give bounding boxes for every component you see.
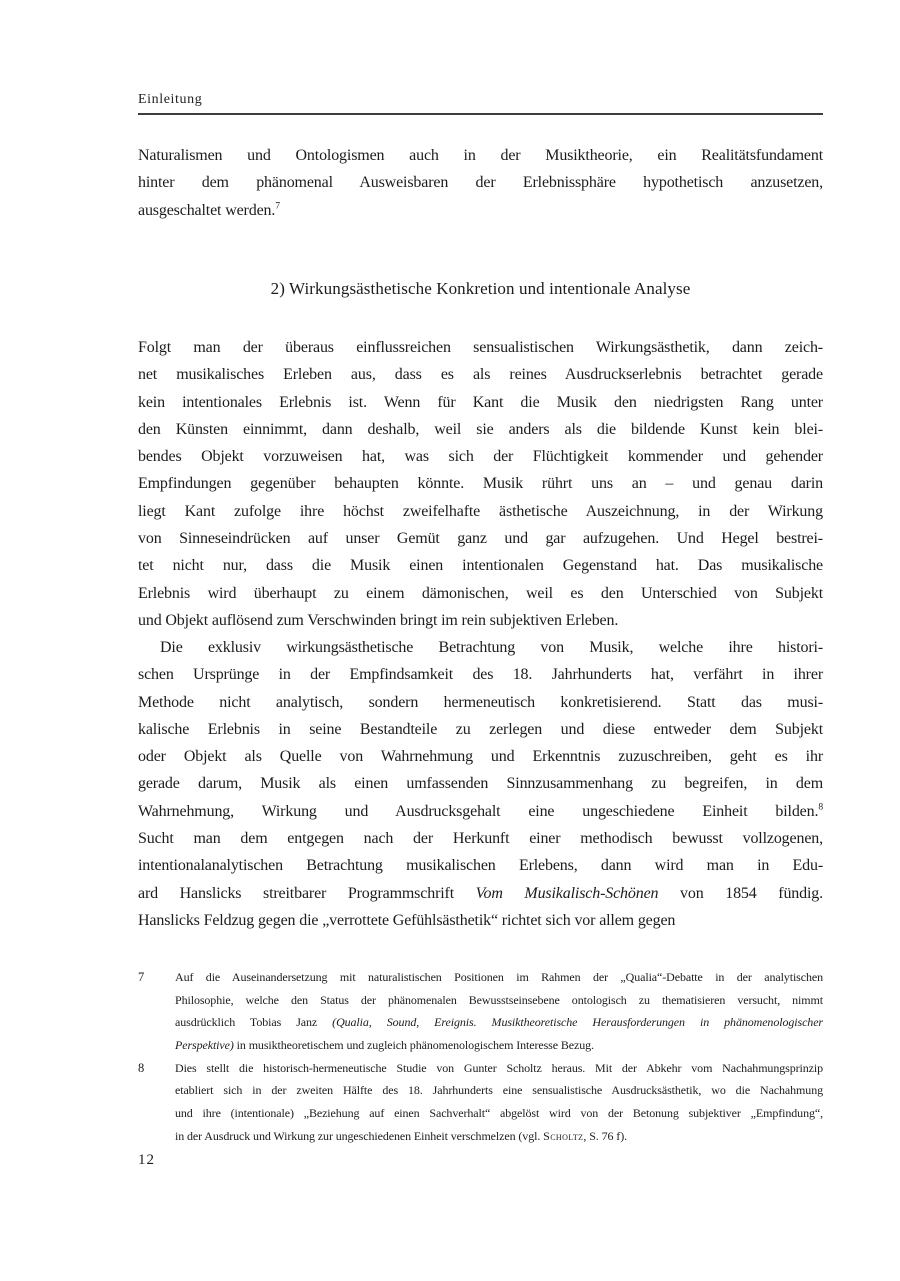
text-line: in der Ausdruck und Wirkung zur ungeschiedenen Einheit verschmelzen (vgl. Scholtz, S. 76 f).: [175, 1128, 627, 1143]
text-line: ausdrücklich Tobias Janz (Qualia, Sound, Ereignis. Musiktheoretische Herausforderungen in phänomenologischer: [175, 1015, 823, 1030]
header-rule: [138, 113, 823, 115]
text-line: hinter dem phänomenal Ausweisbaren der Erlebnissphäre hypothetisch anzusetzen,: [138, 174, 823, 192]
footnote-item: [138, 966, 823, 1057]
footnote-number: 8: [138, 1060, 145, 1075]
footnote-text: [175, 966, 823, 1057]
text-line: und Objekt auflösend zum Verschwinden bringt im rein subjektiven Erleben.: [138, 611, 619, 629]
text-line: Naturalismen und Ontologismen auch in der Musiktheorie, ein Realitätsfundament: [138, 147, 823, 164]
text-line: schen Ursprünge in der Empfindsamkeit des 18. Jahrhunderts hat, verfährt in ihrer: [138, 666, 823, 684]
text-line: Erlebnis wird überhaupt zu einem dämonischen, weil es den Unterschied von Subjekt: [138, 584, 823, 602]
text-line: von Sinneseindrücken auf unser Gemüt ganz und gar aufzugehen. Und Hegel bestrei-: [138, 530, 823, 548]
text-line: kein intentionales Erlebnis ist. Wenn für Kant die Musik den niedrigsten Rang unter: [138, 393, 823, 411]
body-paragraph: [138, 334, 823, 634]
text-line: net musikalisches Erleben aus, dass es als reines Ausdruckserlebnis betrachtet gerade: [138, 366, 823, 384]
text-line: liegt Kant zufolge ihre höchst zweifelhafte ästhetische Auszeichnung, in der Wirkung: [138, 502, 823, 520]
text-line: tet nicht nur, dass die Musik einen intentionalen Gegenstand hat. Das musikalische: [138, 557, 823, 575]
text-line: oder Objekt als Quelle von Wahrnehmung und Erkenntnis zuzuschreiben, geht es ihr: [138, 748, 823, 766]
text-line: Sucht man dem entgegen nach der Herkunft einer methodisch bewusst vollzogenen,: [138, 830, 823, 848]
text-line: Hanslicks Feldzug gegen die „verrottete Gefühlsästhetik“ richtet sich vor allem gegen: [138, 911, 676, 929]
text-line: Folgt man der überaus einflussreichen sensualistischen Wirkungsästhetik, dann zeich-: [138, 339, 823, 356]
text-line: kalische Erlebnis in seine Bestandteile zu zerlegen und diese entweder dem Subjekt: [138, 720, 823, 738]
text-line: Methode nicht analytisch, sondern hermeneutisch konkretisierend. Statt das musi-: [138, 693, 823, 711]
text-line: bendes Objekt vorzuweisen hat, was sich der Flüchtigkeit kommender und gehender: [138, 448, 823, 466]
text-line: Empfindungen gegenüber behaupten könnte. Musik rührt uns an – und genau darin: [138, 475, 823, 493]
text-line: ausgeschaltet werden.$^7$: [138, 200, 280, 219]
text-line: intentionalanalytischen Betrachtung musikalischen Erlebens, dann wird man in Edu-: [138, 857, 823, 875]
running-head: Einleitung: [138, 92, 203, 107]
text-line: etabliert sich in der zweiten Hälfte des 18. Jahrhunderts eine sensualistische Ausdrucksästhetik, wo die Nachahmung: [175, 1083, 823, 1098]
body-paragraph: [138, 634, 823, 934]
page-number: 12: [138, 1152, 155, 1168]
text-line: den Künsten einnimmt, dann deshalb, weil sie anders als die bildende Kunst kein blei-: [138, 420, 823, 438]
intro-paragraph: [138, 142, 823, 224]
text-line: Auf die Auseinandersetzung mit naturalistischen Positionen im Rahmen der „Qualia“-Debatte in der analytischen: [175, 970, 823, 984]
text-line: Wahrnehmung, Wirkung und Ausdrucksgehalt eine ungeschiedene Einheit bilden.$^8$: [138, 801, 823, 820]
footnotes-section: [138, 966, 823, 1148]
text-line: und ihre (intentionale) „Beziehung auf einen Sachverhalt“ abgelöst wird von der Betonung subjektiver „Empfindung“,: [175, 1106, 823, 1121]
text-line: Die exklusiv wirkungsästhetische Betrachtung von Musik, welche ihre histori-: [160, 639, 823, 656]
text-line: Perspektive) in musiktheoretischem und zugleich phänomenologischem Interesse Bezug.: [175, 1038, 594, 1053]
footnote-item: [138, 1057, 823, 1148]
footnote-number: 7: [138, 970, 145, 984]
text-line: Philosophie, welche den Status der phänomenalen Bewusstseinsebene ontologisch zu thematisieren versucht, nimmt: [175, 992, 823, 1007]
text-line: Dies stellt die historisch-hermeneutische Studie von Gunter Scholtz heraus. Mit der Abkehr vom Nachahmungsprinzip: [175, 1060, 823, 1075]
section-heading: 2) Wirkungsästhetische Konkretion und intentionale Analyse: [270, 279, 691, 298]
footnote-text: [175, 1057, 823, 1148]
text-line: gerade darum, Musik als einen umfassenden Sinnzusammenhang zu begreifen, in dem: [138, 775, 823, 793]
text-line: ard Hanslicks streitbarer Programmschrift Vom Musikalisch-Schönen von 1854 fündig.: [138, 884, 823, 902]
